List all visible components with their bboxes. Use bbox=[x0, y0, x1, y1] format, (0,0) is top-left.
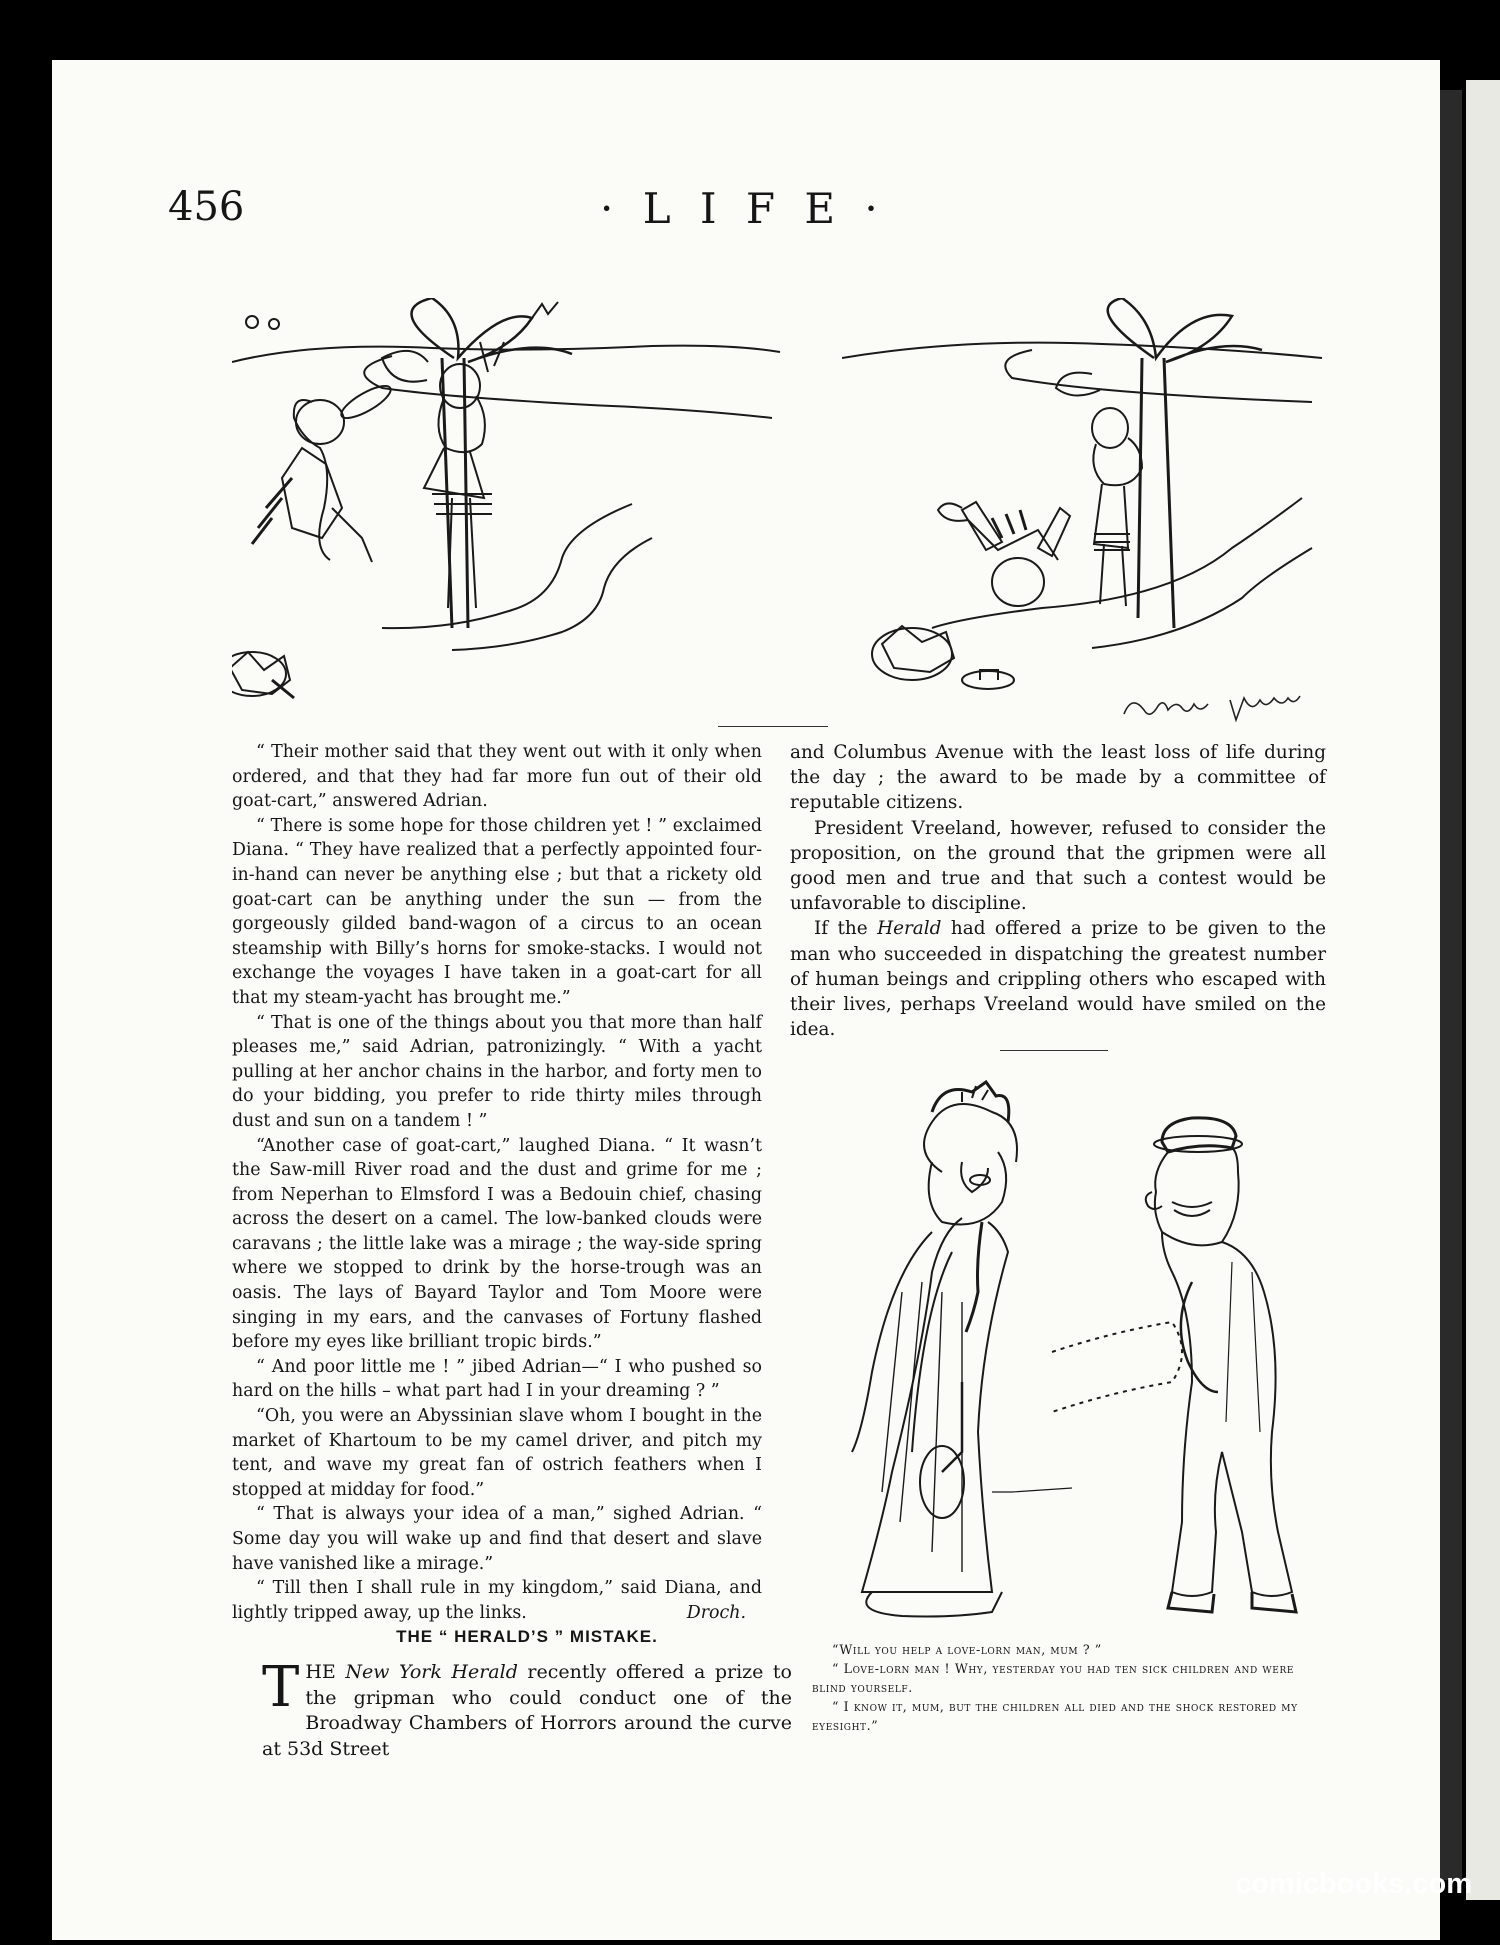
left-column bbox=[232, 740, 762, 1625]
section-title: THE “ HERALD’S ” MISTAKE. bbox=[396, 1627, 658, 1646]
paragraph: and Columbus Avenue with the least loss of life during the day ; the award to be made by a committee of reputable citizens. bbox=[790, 742, 1326, 814]
paragraph: “ There is some hope for those children yet ! ” exclaimed Diana. “ They have realized that a perfectly appointed four-in-hand can never be anything else ; but that a rickety old goat-cart can be anything under the sun — from the gorgeously gilded band-wagon of a circus to an ocean steamship with Billy’s horns for smoke-stacks. I would not exchange the voyages I have taken in a goat-cart for all that my steam-yacht has brought me.” bbox=[232, 815, 762, 1008]
caption-line: “ Love-lorn man ! Why, yesterday you had ten sick children and were blind yourself. bbox=[812, 1661, 1295, 1695]
paragraph-text: “ Till then I shall rule in my kingdom,” said Diana, and lightly tripped away, up the links. bbox=[232, 1578, 762, 1623]
newspaper-title: Herald bbox=[877, 918, 942, 940]
book-spine bbox=[1440, 90, 1462, 1880]
cartoon-panel-left bbox=[232, 298, 792, 710]
herald-intro: THE New York Herald recently offered a prize to the gripman who could conduct one of the Broadway Chambers of Horrors around the curve at 53d Street bbox=[262, 1655, 792, 1760]
watermark: comicbooks.com bbox=[1235, 1868, 1472, 1900]
adjacent-page-edge bbox=[1466, 80, 1500, 1900]
paragraph bbox=[232, 1576, 762, 1625]
newspaper-title: New York Herald bbox=[345, 1661, 518, 1683]
divider-middle bbox=[1000, 1050, 1108, 1051]
caption-line: “ I know it, mum, but the children all died and the shock restored my eyesight.” bbox=[812, 1699, 1298, 1733]
paragraph: “ Their mother said that they went out with it only when ordered, and that they had far more fun out of their old goat-cart,” answered Adrian. bbox=[232, 742, 762, 812]
right-column bbox=[790, 740, 1326, 1042]
caption-line: “Will you help a love-lorn man, mum ? ” bbox=[832, 1642, 1102, 1657]
paragraph: “ That is always your idea of a man,” sighed Adrian. “ Some day you will wake up and find that desert and slave have vanished like a mirage.” bbox=[232, 1504, 762, 1574]
artist-signature-drawing bbox=[1120, 690, 1330, 730]
paragraph: “Oh, you were an Abyssinian slave whom I bought in the market of Khartoum to be my camel driver, and pitch my tent, and wave my great fan of ostrich feathers when I stopped at midday for food.” bbox=[232, 1406, 762, 1500]
author-signature: Droch. bbox=[686, 1602, 746, 1623]
paragraph: “ That is one of the things about you that more than half pleases me,” said Adrian, patronizingly. “ With a yacht pulling at her anchor chains in the harbor, and forty men to do your bidding, you prefer to ride thirty miles through dust and sun on a tandem ! ” bbox=[232, 1012, 762, 1131]
paragraph: “ And poor little me ! ” jibed Adrian—“ I who pushed so hard on the hills – what part had I in your dreaming ? ” bbox=[232, 1356, 762, 1402]
cartoon-panel-right bbox=[842, 298, 1342, 718]
cartoon-caption bbox=[812, 1640, 1332, 1735]
paragraph: “Another case of goat-cart,” laughed Diana. “ It wasn’t the Saw-mill River road and the dust and grime for me ; from Neperhan to Elmsford I was a Bedouin chief, chasing across the desert on a camel. The low-banked clouds were caravans ; the little lake was a mirage ; the way-side spring where we stopped to drink by the horse-trough was an oasis. The lays of Bayard Taylor and Tom Moore were singing in my ears, and the canvases of Fortuny flashed before my eyes like brilliant tropic birds.” bbox=[232, 1135, 762, 1353]
page-number: 456 bbox=[168, 184, 245, 230]
paragraph: President Vreeland, however, refused to consider the proposition, on the ground that the gripmen were all good men and true and that such a contest would be unfavorable to discipline. bbox=[790, 817, 1326, 915]
divider-top bbox=[718, 726, 828, 727]
masthead: · L I F E · bbox=[600, 184, 886, 233]
cartoon-beggar-scene bbox=[812, 1052, 1332, 1632]
paragraph: If the Herald had offered a prize to be given to the man who succeeded in dispatching the greatest number of human beings and crippling others who escaped with their lives, perhaps Vreeland would have smiled on the idea. bbox=[790, 918, 1326, 1041]
drop-cap: T bbox=[262, 1655, 300, 1720]
